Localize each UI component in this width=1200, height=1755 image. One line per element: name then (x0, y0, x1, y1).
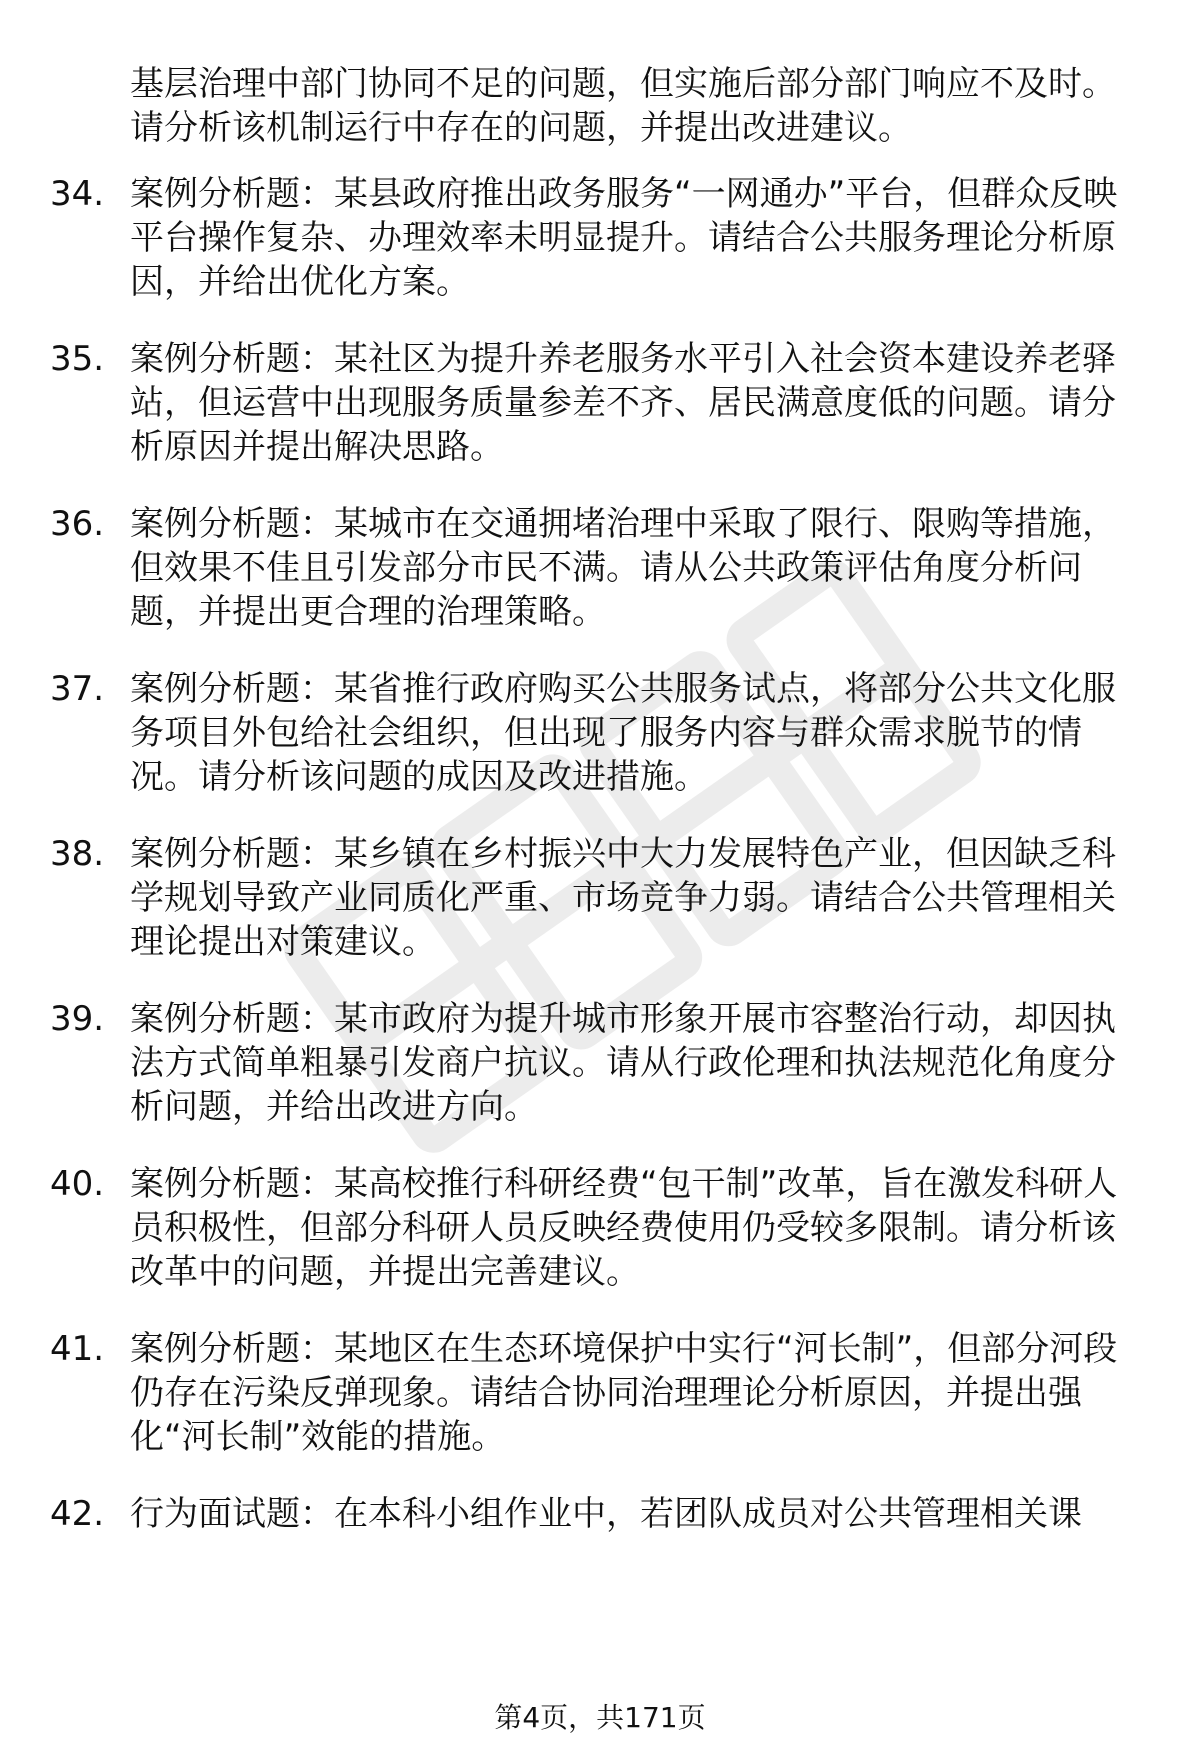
page-footer: 第4页，共171页 (494, 1701, 706, 1734)
question-text: 案例分析题：某县政府推出政务服务“一网通办”平台，但群众反映平台操作复杂、办理效率未明显提升。请结合公共服务理论分析原因，并给出优化方案。 (130, 174, 1118, 302)
continuation-paragraph: 基层治理中部门协同不足的问题，但实施后部分部门响应不及时。请分析该机制运行中存在的问题，并提出改进建议。 (130, 64, 1116, 148)
question-item-35 (50, 337, 1140, 469)
question-text: 案例分析题：某省推行政府购买公共服务试点，将部分公共文化服务项目外包给社会组织，但出现了服务内容与群众需求脱节的情况。请分析该问题的成因及改进措施。 (130, 669, 1116, 797)
question-text: 案例分析题：某社区为提升养老服务水平引入社会资本建设养老驿站，但运营中出现服务质量参差不齐、居民满意度低的问题。请分析原因并提出解决思路。 (130, 339, 1116, 467)
question-item-42 (50, 1492, 1140, 1536)
question-number: 42. (50, 1494, 105, 1534)
question-item-36 (50, 502, 1140, 634)
question-item-37 (50, 667, 1140, 799)
question-number: 39. (50, 999, 105, 1039)
question-text: 案例分析题：某乡镇在乡村振兴中大力发展特色产业，但因缺乏科学规划导致产业同质化严重、市场竞争力弱。请结合公共管理相关理论提出对策建议。 (130, 834, 1116, 962)
question-item-34 (50, 172, 1140, 304)
question-text: 案例分析题：某市政府为提升城市形象开展市容整治行动，却因执法方式简单粗暴引发商户抗议。请从行政伦理和执法规范化角度分析问题，并给出改进方向。 (130, 999, 1116, 1127)
question-text: 行为面试题：在本科小组作业中，若团队成员对公共管理相关课 (130, 1494, 1082, 1534)
question-number: 35. (50, 339, 105, 379)
question-number: 36. (50, 504, 105, 544)
question-number: 34. (50, 174, 105, 214)
question-text: 案例分析题：某地区在生态环境保护中实行“河长制”，但部分河段仍存在污染反弹现象。请结合协同治理理论分析原因，并提出强化“河长制”效能的措施。 (130, 1329, 1118, 1457)
question-item-40 (50, 1162, 1140, 1294)
question-text: 案例分析题：某城市在交通拥堵治理中采取了限行、限购等措施，但效果不佳且引发部分市民不满。请从公共政策评估角度分析问题，并提出更合理的治理策略。 (130, 504, 1116, 632)
question-number: 41. (50, 1329, 105, 1369)
question-number: 40. (50, 1164, 105, 1204)
question-item-41 (50, 1327, 1140, 1459)
question-text: 案例分析题：某高校推行科研经费“包干制”改革，旨在激发科研人员积极性，但部分科研人员反映经费使用仍受较多限制。请分析该改革中的问题，并提出完善建议。 (130, 1164, 1118, 1292)
question-number: 37. (50, 669, 105, 709)
question-item-38 (50, 832, 1140, 964)
question-item-39 (50, 997, 1140, 1129)
question-number: 38. (50, 834, 105, 874)
